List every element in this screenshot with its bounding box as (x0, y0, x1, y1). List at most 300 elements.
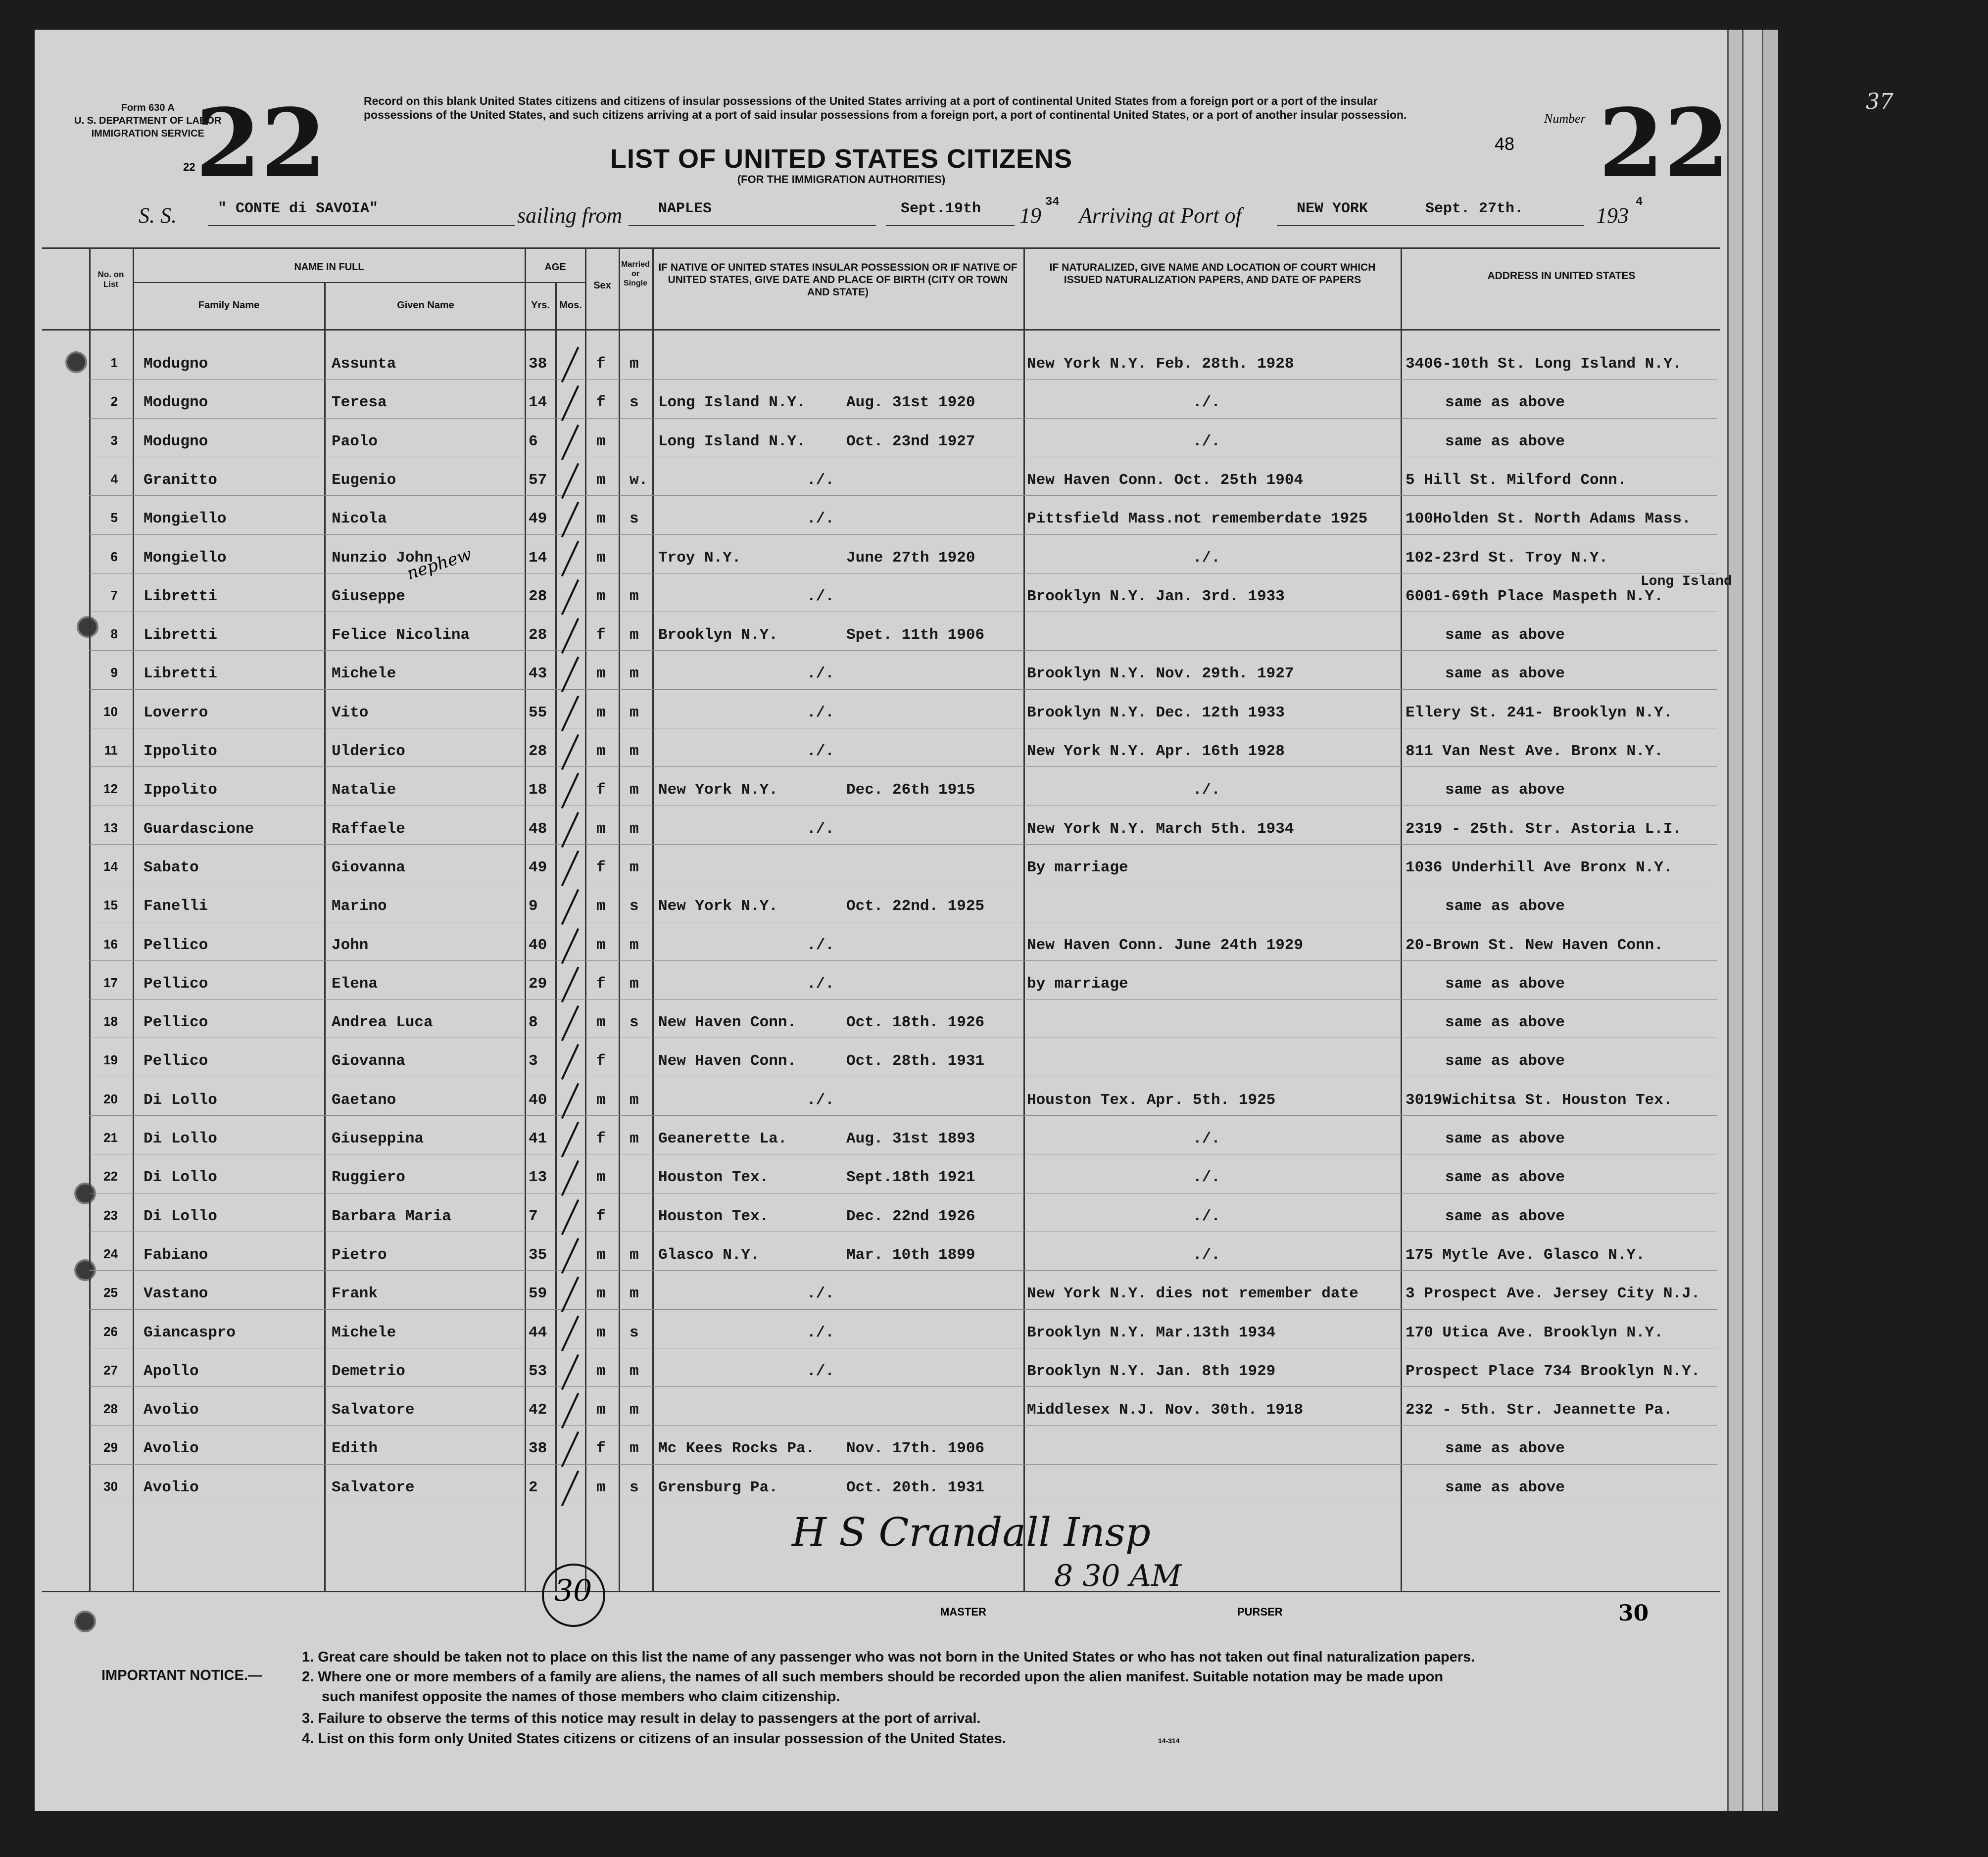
row-number: 21 (103, 1130, 118, 1145)
header-mos: Mos. (559, 300, 582, 311)
family-name: Modugno (144, 394, 208, 412)
family-name: Pellico (144, 1014, 208, 1032)
family-name: Di Lollo (144, 1207, 217, 1225)
year-to: 4 (1636, 195, 1643, 209)
family-name: Pellico (144, 936, 208, 954)
marital-status: s (630, 1014, 639, 1032)
row-number: 25 (103, 1285, 118, 1300)
age-years: 9 (529, 898, 538, 915)
given-name: Ruggiero (332, 1169, 405, 1187)
age-years: 44 (529, 1324, 547, 1341)
marital-status: m (630, 1246, 639, 1264)
given-name: Giuseppina (332, 1130, 424, 1147)
us-address: same as above (1445, 898, 1565, 915)
naturalization: ./. (1193, 1169, 1220, 1187)
col-divider (619, 247, 620, 1591)
row-rule (89, 999, 1717, 1000)
us-address: 6001-69th Place Maspeth N.Y. (1406, 587, 1663, 605)
row-rule (89, 1464, 1717, 1465)
given-name: Salvatore (332, 1478, 415, 1496)
us-address: 102-23rd St. Troy N.Y. (1406, 549, 1608, 567)
page-subtitle: (FOR THE IMMIGRATION AUTHORITIES) (737, 173, 946, 186)
row-number: 20 (103, 1091, 118, 1106)
binder-hole (65, 351, 87, 373)
col-divider (1023, 247, 1025, 1591)
sex: m (596, 1285, 606, 1303)
family-name: Ippolito (144, 781, 217, 799)
us-address: 100Holden St. North Adams Mass. (1406, 510, 1691, 528)
age-years: 3 (529, 1052, 538, 1070)
age-years: 49 (529, 510, 547, 528)
notice-item-3: 3. Failure to observe the terms of this notice may result in delay to passengers at the port of arrival. (302, 1711, 981, 1726)
naturalization: New York N.Y. Apr. 16th 1928 (1027, 743, 1285, 760)
family-name: Avolio (144, 1440, 199, 1458)
us-address: Prospect Place 734 Brooklyn N.Y. (1406, 1362, 1700, 1380)
naturalization: ./. (1193, 1246, 1220, 1264)
us-address: 175 Mytle Ave. Glasco N.Y. (1406, 1246, 1645, 1264)
notice-item-2-cont: such manifest opposite the names of those members who claim citizenship. (322, 1689, 840, 1705)
row-number: 11 (104, 743, 118, 758)
row-rule (89, 844, 1717, 845)
birth-date: Sept.18th 1921 (846, 1169, 975, 1187)
given-name: Michele (332, 665, 396, 683)
age-years: 13 (529, 1169, 547, 1187)
family-name: Loverro (144, 704, 208, 721)
naturalization: Brooklyn N.Y. Nov. 29th. 1927 (1027, 665, 1294, 683)
sheet-number-left: 22 (195, 88, 327, 198)
table-top-border (42, 247, 1720, 249)
sex: m (596, 1478, 606, 1496)
age-years: 43 (529, 665, 547, 683)
age-years: 14 (529, 394, 547, 412)
header-naturalization: IF NATURALIZED, GIVE NAME AND LOCATION OF COURT WHICH ISSUED NATURALIZATION PAPERS, AND DATE OF PAPERS (1049, 262, 1376, 286)
family-name: Pellico (144, 975, 208, 993)
subheader-line (525, 282, 585, 283)
birth-date: June 27th 1920 (846, 549, 975, 567)
date-from: Sept.19th (901, 200, 981, 217)
sex: m (596, 510, 606, 528)
naturalization: Pittsfield Mass.not rememberdate 1925 (1027, 510, 1368, 528)
row-number: 27 (103, 1362, 118, 1378)
naturalization: Middlesex N.J. Nov. 30th. 1918 (1027, 1401, 1304, 1419)
age-years: 42 (529, 1401, 547, 1419)
family-name: Mongiello (144, 510, 227, 528)
sex: f (596, 858, 606, 876)
given-name: Eugenio (332, 471, 396, 489)
purser-label: PURSER (1237, 1606, 1283, 1618)
page-reference: 48 (1495, 134, 1515, 154)
birth-place: Geanerette La. (658, 1130, 787, 1147)
sex: m (596, 471, 606, 489)
birth-place: Houston Tex. (658, 1207, 769, 1225)
col-divider (324, 282, 326, 1591)
birth-place: Brooklyn N.Y. (658, 626, 778, 644)
row-number: 17 (103, 975, 118, 990)
row-number: 28 (103, 1401, 118, 1417)
given-name: Natalie (332, 781, 396, 799)
birth-place: New Haven Conn. (658, 1052, 797, 1070)
us-address: 811 Van Nest Ave. Bronx N.Y. (1406, 743, 1663, 760)
age-years: 2 (529, 1478, 538, 1496)
sex: m (596, 820, 606, 838)
row-number: 12 (103, 781, 118, 797)
marital-status: s (630, 1324, 639, 1341)
header-married-single: Married or Single (621, 260, 650, 287)
header-address: ADDRESS IN UNITED STATES (1487, 270, 1636, 282)
nephew-annotation: nephew (404, 544, 474, 584)
binder-hole (74, 1183, 96, 1204)
small-sheet-number: 22 (183, 161, 195, 173)
birth-place: New Haven Conn. (658, 1014, 797, 1032)
us-address: 170 Utica Ave. Brooklyn N.Y. (1406, 1324, 1663, 1341)
col-divider (133, 247, 134, 1591)
date-to: Sept. 27th. (1425, 200, 1524, 217)
row-rule (89, 766, 1717, 767)
notice-item-2: 2. Where one or more members of a family are aliens, the names of all such members should be recorded upon the alien manifest. Suitable notation may be made upon (302, 1669, 1444, 1685)
given-name: Gaetano (332, 1091, 396, 1109)
family-name: Sabato (144, 858, 199, 876)
marital-status: s (630, 510, 639, 528)
marital-status: m (630, 1362, 639, 1380)
sex: m (596, 432, 606, 450)
family-name: Ippolito (144, 743, 217, 760)
family-name: Apollo (144, 1362, 199, 1380)
age-years: 55 (529, 704, 547, 721)
underline (1277, 225, 1584, 226)
us-address: same as above (1445, 975, 1565, 993)
birth-place: Houston Tex. (658, 1169, 769, 1187)
given-name: Giovanna (332, 1052, 405, 1070)
circled-count: 30 (554, 1573, 592, 1608)
birth-place: ./. (807, 587, 834, 605)
year-to-prefix: 193 (1596, 203, 1629, 228)
row-number: 13 (103, 820, 118, 835)
header-age: AGE (544, 262, 566, 273)
sex: f (596, 1052, 606, 1070)
naturalization: ./. (1193, 549, 1220, 567)
birth-date: Oct. 28th. 1931 (846, 1052, 985, 1070)
naturalization: ./. (1193, 394, 1220, 412)
row-number: 18 (103, 1014, 118, 1029)
birth-place: Mc Kees Rocks Pa. (658, 1440, 815, 1458)
col-divider (1401, 247, 1402, 1591)
sex: m (596, 549, 606, 567)
naturalization: ./. (1193, 1207, 1220, 1225)
given-name: Raffaele (332, 820, 405, 838)
row-number: 19 (103, 1052, 118, 1068)
total-count: 30 (1618, 1601, 1649, 1626)
birth-place: ./. (807, 1324, 834, 1341)
header-name-in-full: NAME IN FULL (294, 262, 364, 273)
sex: m (596, 1091, 606, 1109)
naturalization: Brooklyn N.Y. Mar.13th 1934 (1027, 1324, 1276, 1341)
marital-status: m (630, 975, 639, 993)
birth-place: ./. (807, 743, 834, 760)
row-number: 29 (103, 1440, 118, 1455)
row-number: 7 (110, 587, 118, 603)
row-number: 2 (110, 394, 118, 409)
sex: f (596, 1207, 606, 1225)
given-name: Demetrio (332, 1362, 405, 1380)
marital-status: m (630, 1091, 639, 1109)
birth-date: Dec. 22nd 1926 (846, 1207, 975, 1225)
binder-hole (74, 1611, 96, 1632)
row-rule (89, 534, 1717, 535)
row-number: 22 (103, 1169, 118, 1184)
page-edge (1742, 30, 1763, 1811)
marital-status: w. (630, 471, 648, 489)
age-years: 29 (529, 975, 547, 993)
marital-status: s (630, 1478, 639, 1496)
number-label: Number (1544, 111, 1586, 126)
age-years: 38 (529, 1440, 547, 1458)
birth-place: ./. (807, 1362, 834, 1380)
header-no-on-list: No. on List (97, 270, 124, 289)
family-name: Modugno (144, 432, 208, 450)
long-island-annotation: Long Island (1641, 574, 1732, 589)
sex: m (596, 587, 606, 605)
given-name: Nicola (332, 510, 387, 528)
birth-date: Oct. 22nd. 1925 (846, 898, 985, 915)
sex: m (596, 898, 606, 915)
header-bottom-border (42, 329, 1720, 331)
family-name: Fabiano (144, 1246, 208, 1264)
sex: m (596, 1014, 606, 1032)
row-number: 6 (110, 549, 118, 564)
header-yrs: Yrs. (531, 300, 550, 311)
sex: m (596, 936, 606, 954)
table-bottom-border (42, 1591, 1720, 1592)
sex: m (596, 1324, 606, 1341)
birth-date: Oct. 20th. 1931 (846, 1478, 985, 1496)
birth-place: New York N.Y. (658, 781, 778, 799)
print-code: 14-314 (1158, 1737, 1180, 1745)
marital-status: m (630, 743, 639, 760)
given-name: Elena (332, 975, 378, 993)
us-address: same as above (1445, 665, 1565, 683)
notice-heading: IMPORTANT NOTICE.— (101, 1667, 262, 1683)
sex: f (596, 626, 606, 644)
col-divider (652, 247, 654, 1591)
given-name: Paolo (332, 432, 378, 450)
col-divider (89, 247, 91, 1591)
row-number: 30 (103, 1478, 118, 1494)
age-years: 40 (529, 1091, 547, 1109)
given-name: Giuseppe (332, 587, 405, 605)
naturalization: By marriage (1027, 858, 1128, 876)
birth-place: ./. (807, 510, 834, 528)
family-name: Libretti (144, 665, 217, 683)
birth-place: Long Island N.Y. (658, 432, 806, 450)
sailing-from-label: sailing from (517, 203, 623, 228)
row-number: 3 (110, 432, 118, 448)
sex: f (596, 1440, 606, 1458)
given-name: Michele (332, 1324, 396, 1341)
time-annotation: 8 30 AM (1054, 1559, 1182, 1593)
us-address: same as above (1445, 1052, 1565, 1070)
page-edge (1727, 30, 1744, 1811)
master-label: MASTER (940, 1606, 986, 1618)
port-to: NEW YORK (1297, 200, 1368, 217)
us-address: same as above (1445, 1169, 1565, 1187)
given-name: Assunta (332, 355, 396, 373)
marital-status: m (630, 936, 639, 954)
us-address: same as above (1445, 1014, 1565, 1032)
row-number: 9 (110, 665, 118, 680)
marital-status: s (630, 898, 639, 915)
given-name: Felice Nicolina (332, 626, 470, 644)
given-name: Teresa (332, 394, 387, 412)
row-number: 4 (110, 471, 118, 486)
sheet-number-right: 22 (1599, 88, 1730, 198)
header-family-name: Family Name (198, 300, 260, 311)
sex: m (596, 1401, 606, 1419)
header-native-birth: IF NATIVE OF UNITED STATES INSULAR POSSESSION OR IF NATIVE OF UNITED STATES, GIVE DATE AND PLACE OF BIRTH (CITY OR TOWN AND STATE) (658, 262, 1018, 298)
ss-label: S. S. (139, 203, 177, 228)
naturalization: Brooklyn N.Y. Dec. 12th 1933 (1027, 704, 1285, 721)
family-name: Modugno (144, 355, 208, 373)
notice-item-1: 1. Great care should be taken not to place on this list the name of any passenger who was not born in the United States or who has not taken out final naturalization papers. (302, 1649, 1475, 1665)
row-rule (89, 689, 1717, 690)
row-number: 15 (103, 898, 118, 913)
birth-date: Nov. 17th. 1906 (846, 1440, 985, 1458)
age-years: 57 (529, 471, 547, 489)
marital-status: m (630, 587, 639, 605)
port-from: NAPLES (658, 200, 712, 217)
age-years: 28 (529, 743, 547, 760)
row-number: 26 (103, 1324, 118, 1339)
row-rule (89, 379, 1717, 380)
us-address: 2319 - 25th. Str. Astoria L.I. (1406, 820, 1682, 838)
col-divider (585, 247, 586, 1591)
row-rule (89, 1115, 1717, 1116)
us-address: 20-Brown St. New Haven Conn. (1406, 936, 1663, 954)
marital-status: s (630, 394, 639, 412)
naturalization: by marriage (1027, 975, 1128, 993)
birth-place: ./. (807, 665, 834, 683)
page-edge (1762, 30, 1778, 1811)
subheader-line (133, 282, 525, 283)
marital-status: m (630, 1285, 639, 1303)
row-rule (89, 1309, 1717, 1310)
sex: f (596, 975, 606, 993)
arriving-label: Arriving at Port of (1079, 203, 1242, 228)
us-address: same as above (1445, 1207, 1565, 1225)
given-name: Marino (332, 898, 387, 915)
inspector-signature: H S Crandall Insp (792, 1509, 1151, 1555)
marital-status: m (630, 820, 639, 838)
naturalization: ./. (1193, 1130, 1220, 1147)
age-years: 14 (529, 549, 547, 567)
family-name: Avolio (144, 1478, 199, 1496)
us-address: 5 Hill St. Milford Conn. (1406, 471, 1627, 489)
header-given-name: Given Name (397, 300, 454, 311)
naturalization: Houston Tex. Apr. 5th. 1925 (1027, 1091, 1276, 1109)
row-rule (89, 1270, 1717, 1271)
us-address: same as above (1445, 394, 1565, 412)
row-rule (89, 650, 1717, 651)
family-name: Di Lollo (144, 1130, 217, 1147)
marital-status: m (630, 626, 639, 644)
family-name: Mongiello (144, 549, 227, 567)
birth-date: Aug. 31st 1920 (846, 394, 975, 412)
row-number: 10 (103, 704, 118, 719)
ship-name: " CONTE di SAVOIA" (218, 200, 379, 217)
row-rule (89, 495, 1717, 496)
marital-status: m (630, 355, 639, 373)
marital-status: m (630, 1130, 639, 1147)
birth-place: Grensburg Pa. (658, 1478, 778, 1496)
naturalization: ./. (1193, 781, 1220, 799)
us-address: 3 Prospect Ave. Jersey City N.J. (1406, 1285, 1700, 1303)
row-rule (89, 960, 1717, 961)
department: U. S. DEPARTMENT OF LABOR (74, 115, 222, 126)
corner-mark: 37 (1866, 89, 1893, 114)
birth-place: ./. (807, 471, 834, 489)
age-years: 59 (529, 1285, 547, 1303)
marital-status: m (630, 1401, 639, 1419)
naturalization: New York N.Y. dies not remember date (1027, 1285, 1358, 1303)
us-address: 3406-10th St. Long Island N.Y. (1406, 355, 1682, 373)
age-years: 40 (529, 936, 547, 954)
sex: m (596, 1246, 606, 1264)
row-number: 23 (103, 1207, 118, 1223)
year-from: 34 (1045, 195, 1060, 209)
sex: f (596, 1130, 606, 1147)
birth-date: Oct. 23nd 1927 (846, 432, 975, 450)
given-name: Giovanna (332, 858, 405, 876)
naturalization: New Haven Conn. June 24th 1929 (1027, 936, 1304, 954)
birth-place: Long Island N.Y. (658, 394, 806, 412)
birth-date: Spet. 11th 1906 (846, 626, 985, 644)
birth-date: Dec. 26th 1915 (846, 781, 975, 799)
naturalization: New York N.Y. March 5th. 1934 (1027, 820, 1294, 838)
age-years: 38 (529, 355, 547, 373)
page-title: LIST OF UNITED STATES CITIZENS (610, 144, 1072, 174)
sex: f (596, 781, 606, 799)
year-prefix: 19 (1019, 203, 1041, 228)
given-name: Pietro (332, 1246, 387, 1264)
family-name: Giancaspro (144, 1324, 236, 1341)
naturalization: New Haven Conn. Oct. 25th 1904 (1027, 471, 1304, 489)
row-rule (89, 1425, 1717, 1426)
us-address: same as above (1445, 432, 1565, 450)
sex: f (596, 355, 606, 373)
birth-place: ./. (807, 704, 834, 721)
row-number: 8 (110, 626, 118, 642)
form-number: Form 630 A (121, 102, 175, 113)
col-divider (525, 247, 526, 1591)
age-years: 8 (529, 1014, 538, 1032)
naturalization: Brooklyn N.Y. Jan. 8th 1929 (1027, 1362, 1276, 1380)
underline (208, 225, 515, 226)
age-years: 49 (529, 858, 547, 876)
birth-place: ./. (807, 820, 834, 838)
birth-place: ./. (807, 1285, 834, 1303)
birth-place: ./. (807, 936, 834, 954)
age-years: 48 (529, 820, 547, 838)
given-name: Edith (332, 1440, 378, 1458)
sex: f (596, 394, 606, 412)
marital-status: m (630, 665, 639, 683)
record-note: Record on this blank United States citizens and citizens of insular possessions of the United States arriving at a port of continental United States from a foreign port or a port of the insular possessions of the United States, and such citizens arriving at a port of said insular possessions from a foreign port, a port of continental United States, or a port of another insular possession. (364, 95, 1407, 121)
age-years: 18 (529, 781, 547, 799)
col-divider (555, 282, 557, 1591)
naturalization: New York N.Y. Feb. 28th. 1928 (1027, 355, 1294, 373)
sex: m (596, 665, 606, 683)
us-address: same as above (1445, 626, 1565, 644)
given-name: John (332, 936, 369, 954)
